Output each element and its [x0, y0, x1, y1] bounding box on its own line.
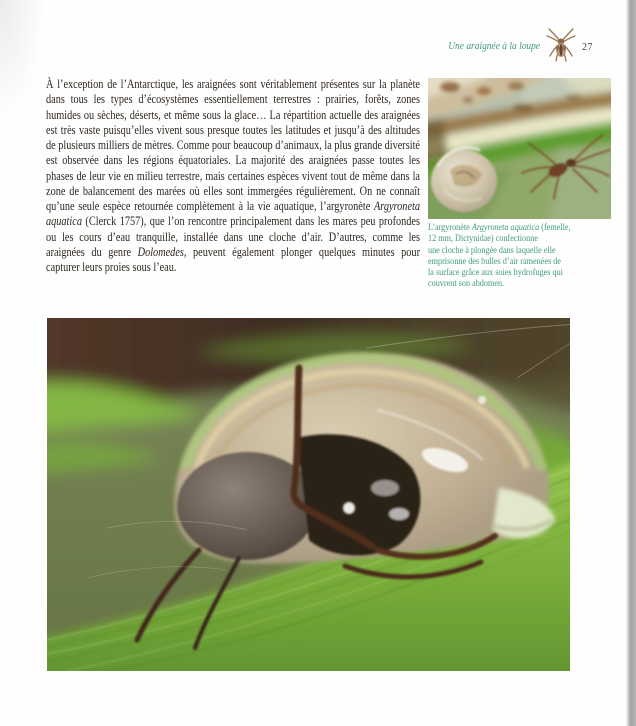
running-title: Une araignée à la loupe [448, 41, 540, 52]
article-paragraph [46, 77, 420, 275]
page-number: 27 [582, 42, 593, 53]
caption-line: 12 mm, Dictynidae) confectionne [428, 234, 538, 245]
caption-line: couvrent son abdomen. [428, 279, 505, 290]
caption-line: une cloche à plongée dans laquelle elle [428, 245, 556, 256]
caption-species-name: Argyroneta aquatica [471, 223, 540, 233]
argyronete-under-water-photo [428, 78, 611, 219]
caption-line: emprisonne des bulles d’air ramenées de [428, 256, 561, 267]
species-name-dolomedes: Dolomedes, [137, 244, 187, 259]
paragraph-text: À l’exception de l’Antarctique, les araignées sont véritablement présentes sur la planète dans tous les types d’écosystèmes essentiellement terrestres : prairies, forêts, zones humides ou sèches, déserts, et même sous la glace… La répartition actuelle des araignées est très vaste puisqu’elles vivent sous presque toutes les latitudes et jusqu’à des altitudes de plusieurs milliers de mètres. Comme pour beaucoup d’animaux, la plus grande diversité est observée dans les régions équatoriales. La majorité des araignées passe toutes les phases de leur vie en milieu terrestre, mais certaines espèces vivent tout de même dans la zone de balancement des marées où elles sont immergées régulièrement. On ne connaît qu’une seule espèce retournée complètement à la vie aquatique, l’argyronète [46, 77, 420, 213]
paragraph-text: (Clerck 1757), que l’on rencontre principalement dans les mares peu profondes ou les cours d’eau tranquille, installée dans une cloche d’air. D’autres, comme les araignées du genre [46, 214, 420, 259]
caption-text: L’argyronète [428, 223, 472, 233]
side-figure-photo [428, 78, 611, 219]
caption-text: (femelle, [539, 223, 571, 233]
diving-bell-spider-macro-photo [47, 318, 570, 671]
scan-shadow [0, 0, 46, 120]
paragraph-text: peuvent également plonger quelques minutes pour capturer leurs proies sous l’eau. [46, 244, 421, 274]
spider-icon [546, 28, 576, 64]
figure-caption [428, 223, 571, 291]
species-name-argyroneta: Argyroneta aquatica [46, 199, 420, 229]
main-figure-photo [47, 318, 570, 671]
page-edge-strip [626, 0, 636, 726]
caption-line [428, 223, 571, 234]
caption-line: la surface grâce aux soies hydrofuges qui [428, 268, 563, 279]
